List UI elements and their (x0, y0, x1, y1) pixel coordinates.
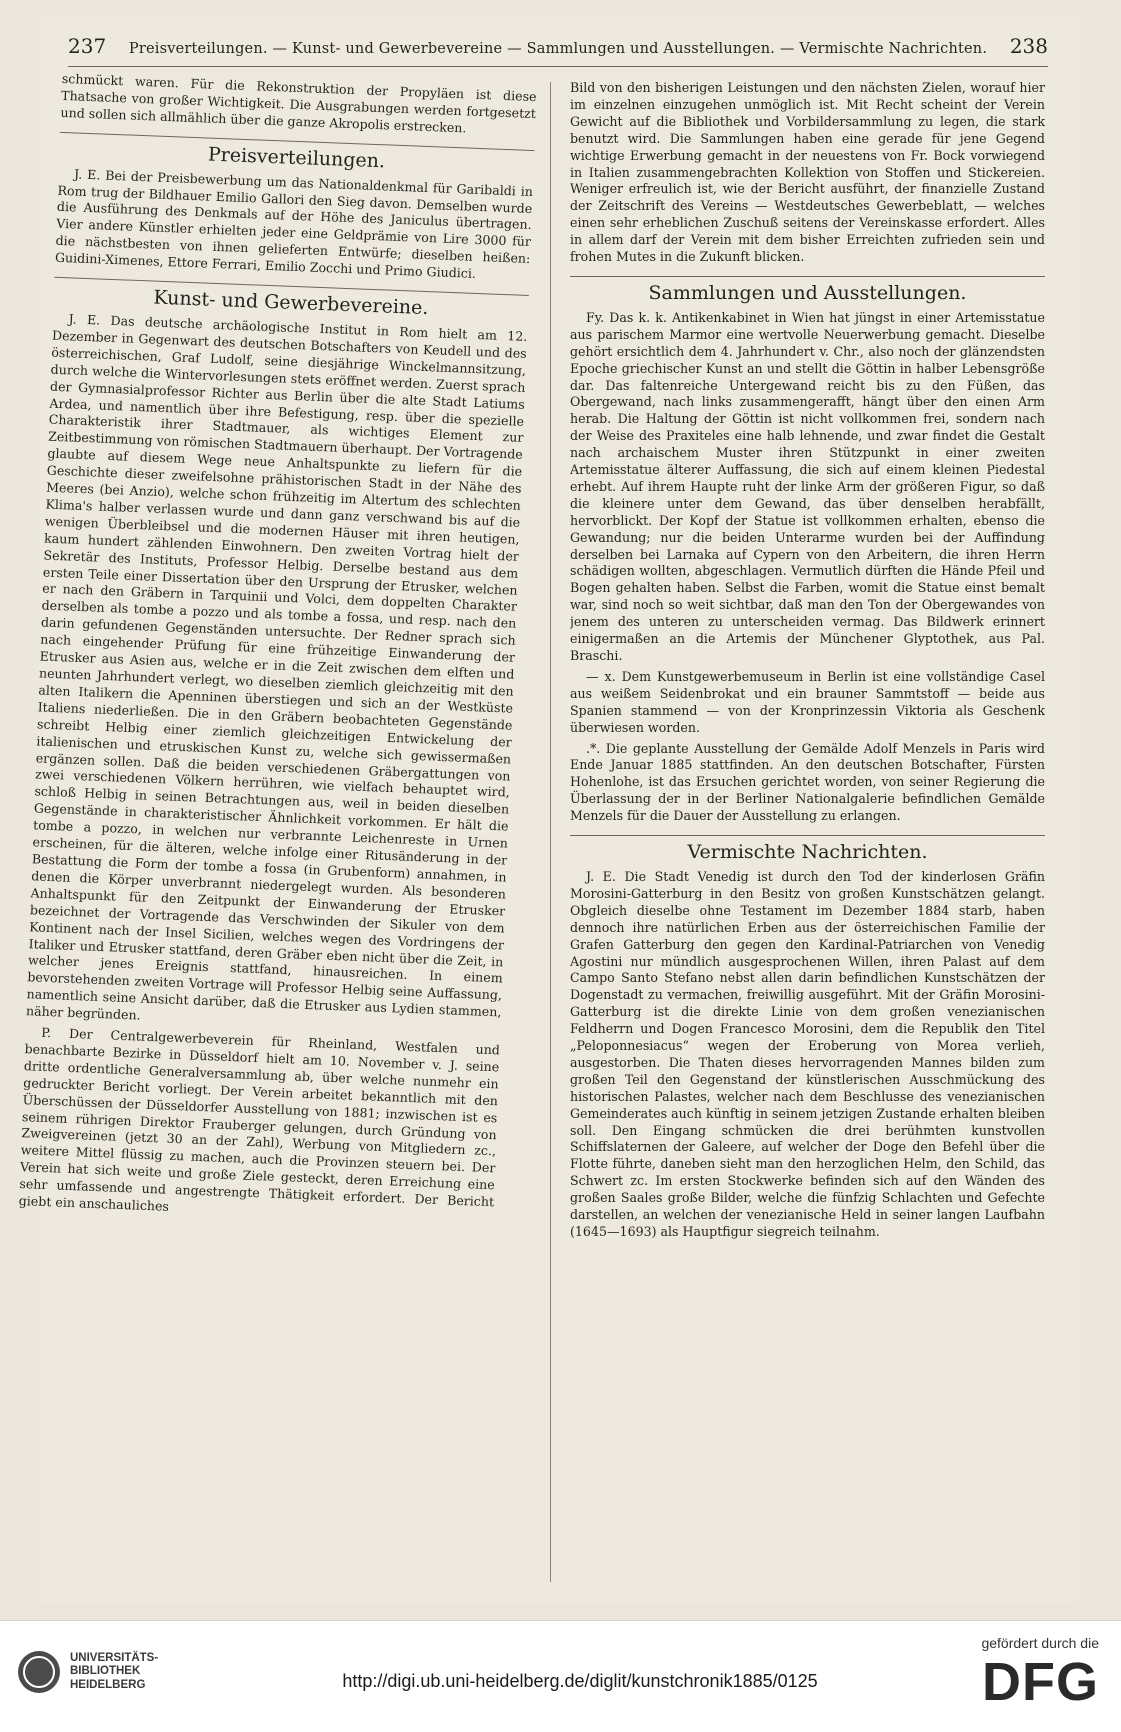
library-line-2: BIBLIOTHEK (70, 1665, 141, 1678)
dfg-logo[interactable] (981, 1635, 1099, 1711)
right-column (570, 80, 1045, 1580)
sammlungen-paragraph-3: .*. Die geplante Ausstellung der Gemälde Adolf Menzels in Paris wird Ende Januar 1885 stattfinden. An den deutschen Botschafter, Fürsten Hohenlohe, ist das Ersuchen gerichtet worden, von seiner Regierung die Überlassung der in der Berliner Nationalgalerie befindlichen Gemälde Menzels für die Dauer der Ausstellung zu erlangen. (570, 740, 1045, 824)
page-number-left: 237 (68, 34, 107, 58)
column-divider (550, 82, 551, 1582)
funding-caption: gefördert durch die (981, 1635, 1099, 1651)
sammlungen-paragraph-2: — x. Dem Kunstgewerbemuseum in Berlin ist eine vollständige Casel aus weißem Seidenbrokat und ein brauner Sammtstoff — beide aus Spanien stammend — von der Kronprinzessin Viktoria als Geschenk überwiesen worden. (570, 668, 1045, 735)
library-line-3: HEIDELBERG (70, 1678, 146, 1691)
dfg-wordmark: DFG (982, 1652, 1099, 1712)
left-column (5, 71, 537, 1588)
sammlungen-paragraph-1: Fy. Das k. k. Antikenkabinet in Wien hat jüngst in einer Artemisstatue aus parischem Marmor eine wertvolle Neuerwerbung gemacht. Dieselbe gehört ersichtlich dem 4. Jahrhundert v. Chr., also noch der glänzendsten Epoche griechischer Kunst an und stellt die Göttin in halber Lebensgröße dar. Das faltenreiche Untergewand reicht bis zu den Füßen, das Obergewand, nach links zusammengerafft, hängt über den einen Arm herab. Die Haltung der Göttin ist nicht vollkommen frei, sondern nach der Weise des Praxiteles eine halb lehnende, und zwar findet die Gestalt nach archaischem Muster ihren Stützpunkt in einer zweiten Artemisstatue älterer Auffassung, die sich auf einem kleinen Piedestal erhebt. Auf ihrem Haupte ruht der linke Arm der größeren Figur, so daß die kleinere unter dem Gewand, das über denselben herabfällt, hervorblickt. Der Kopf der Statue ist vollkommen erhalten, ebenso die Gewandung; nur die beiden Unterarme wurden bei der Auffindung derselben bei Larnaka auf Cypern von den Arbeitern, die ihren Herrn schädigen wollten, abgeschlagen. Vermutlich dürften die Hände Pfeil und Bogen gehalten haben. Selbst die Farben, womit die Statue einst bemalt war, sind noch so weit sichtbar, daß man den Ton der Obergewandes von jenem des unteren zu unterscheiden vermag. Das Bildwerk erinnert einigermaßen an die Artemis der Münchener Glyptothek, aus Pal. Braschi. (570, 309, 1045, 663)
section-heading-preisverteilungen: Preisverteilungen. (59, 132, 535, 176)
page-sheet (18, 18, 1078, 1604)
kunst-paragraph-2: P. Der Centralgewerbeverein für Rheinland, Westfalen und benachbarte Bezirke in Düsseldorf hielt am 10. November v. J. seine dritte ordentliche Generalversammlung ab, über welche nunmehr ein gedruckter Bericht vorliegt. Der Verein arbeitet bekanntlich mit den Überschüssen der Düsseldorfer Ausstellung von 1881; inzwischen ist es seinem rührigen Direktor Frauberger gelungen, durch Gründung von Zweigvereinen (jetzt 30 an der Zahl), Werbung von Mitgliedern zc., weitere Mittel flüssig zu machen, auch die Provinzen steuern bei. Der Verein hat sich weite und große Ziele gesteckt, deren Erreichung eine sehr umfassende und angestrengte Thätigkeit erfordert. Der Bericht giebt ein anschauliches (18, 1024, 501, 1214)
library-logo[interactable] (18, 1651, 158, 1693)
source-url-link[interactable]: http://digi.ub.uni-heidelberg.de/diglit/kunstchronik1885/0125 (342, 1671, 818, 1691)
section-heading-vermischte: Vermischte Nachrichten. (570, 835, 1045, 861)
library-name (70, 1652, 158, 1693)
university-seal-icon (18, 1651, 60, 1693)
kunst-paragraph-1: J. E. Das deutsche archäologische Institut in Rom hielt am 12. Dezember in Gegenwart des deutschen Botschafters von Keudell und des österreichischen, Graf Ludolf, seine diesjährige Winckelmannsitzung, durch welche die Wintervorlesungen stets eröffnet werden. Zuerst sprach der Gymnasialprofessor Richter aus Berlin über die alte Stadt Latiums Ardea, und namentlich über ihre Befestigung, resp. über die spezielle Charakteristik ihrer Stadtmauer, als wichtiges Element zur Zeitbestimmung von römischen Stadtmauern überhaupt. Der Vortragende glaubte auf diesem Wege neue Anhaltspunkte zu liefern für die Geschichte dieser zweifelsohne prähistorischen Stadt in der Nähe des Meeres (bei Anzio), welche schon frühzeitig im Altertum des schlechten Klima's halber verlassen wurde und dann ganz verschwand bis auf die wenigen Überbleibsel und die modernen Häuser mit ihren heutigen, kaum hundert zählenden Einwohnern. Den zweiten Vortrag hielt der Sekretär des Instituts, Professor Helbig. Derselbe bestand aus dem ersten Teile einer Dissertation über den Ursprung der Etrusker, welchen er nach den Gräbern in Tarquinii und Volci, dem doppelten Charakter derselben als tombe a pozzo und als tombe a fossa, und resp. nach den darin gefundenen Gegenständen untersuchte. Der Redner sprach sich nach eingehender Prüfung für eine frühzeitige Einwanderung der Etrusker aus Asien aus, welche er in die Zeit zwischen dem elften und neunten Jahrhundert verlegt, wo dieselben ziemlich gleichzeitig mit den alten Italikern die Apenninen überstiegen und sich an der Westküste Italiens niederließen. Die in den Gräbern beobachteten Gegenstände schreibt Helbig einer ziemlich gleichzeitigen Entwickelung der italienischen und etruskischen Kunst zu, welche sich gewissermaßen ergänzen sollen. Daß die beiden verschiedenen Gräbergattungen von zwei verschiedenen Völkern herrühren, wie vielfach behauptet wird, schloß Helbig in seinen Betrachtungen aus, weil in beiden dieselben Gegenstände in charakteristischer Ähnlichkeit vorkommen. Er hält die tombe a pozzo, in welchen nur verbrannte Leichenreste in Urnen erscheinen, für die älteren, welche infolge einer Ritusänderung in der Bestattung die Form der tombe a fossa (in Grubenform) annahmen, in denen die Körper unverbrannt niedergelegt wurden. Als besonderen Anhaltspunkt für den Zeitpunkt der Einwanderung der Etrusker bezeichnet der Vortragende das Verschwinden der Sikuler von dem Kontinent nach der Insel Sicilien, welches wegen des Vordringens der Italiker und Etrusker stattfand, deren Gräber eben nicht über die Zeit, in welcher jenes Ereignis stattfand, hinausreichen. In einem bevorstehenden zweiten Vortrage will Professor Helbig seine Auffassung, namentlich seine Ansicht darüber, daß die Etrusker aus Lydien stammen, näher begründen. (25, 311, 528, 1023)
section-heading-sammlungen: Sammlungen und Ausstellungen. (570, 276, 1045, 302)
preis-paragraph: J. E. Bei der Preisbewerbung um das Nationaldenkmal für Garibaldi in Rom trug der Bildhauer Emilio Gallori den Sieg davon. Demselben wurde die Ausführung des Denkmals auf der Höhe des Janiculus übertragen. Vier andere Künstler erhielten jeder eine Geldprämie von Lire 3000 für die nächstbesten von ihnen gelieferten Entwürfe; dieselben heißen: Guidini-Ximenes, Ettore Ferrari, Emilio Zocchi und Primo Giudici. (54, 166, 534, 282)
library-line-1: UNIVERSITÄTS- (70, 1651, 159, 1664)
continuation-paragraph: Bild von den bisherigen Leistungen und den nächsten Zielen, worauf hier im einzelnen einzugehen unmöglich ist. Mit Recht scheint der Verein Gewicht auf die Bibliothek und Vorbildersammlung zu legen, die stark benutzt wird. Die Sammlungen haben eine gerade für jene Gegend wichtige Erwerbung gemacht in der neuestens von Fr. Bock vorwiegend in Italien zusammengebrachten Kollektion von Stoffen und Stickereien. Weniger erfreulich ist, wie der Bericht ausführt, der finanzielle Zustand der Zeitschrift des Vereins — Westdeutsches Gewerbeblatt, — welches einen sehr erheblichen Zuschuß seitens der Vereinskasse erfordert. Alles in allem darf der Verein mit dem bisher Erreichten zufrieden sein und frohen Mutes in die Zukunft blicken. (570, 80, 1045, 265)
intro-paragraph: schmückt waren. Für die Rekonstruktion der Propyläen ist diese Thatsache von großer Wichtigkeit. Die Ausgrabungen werden fortgesetzt und sollen sich allmählich über die ganze Akropolis erstrecken. (60, 70, 537, 136)
running-title: Preisverteilungen. — Kunst- und Gewerbevereine — Sammlungen und Ausstellungen. — Vermischte Nachrichten. (128, 41, 988, 57)
running-header (68, 34, 1048, 67)
section-heading-kunst-gewerbevereine: Kunst- und Gewerbevereine. (53, 277, 529, 321)
viewer-footer (0, 1620, 1121, 1732)
page-number-right: 238 (1009, 34, 1048, 58)
vermischte-paragraph-1: J. E. Die Stadt Venedig ist durch den Tod der kinderlosen Gräfin Morosini-Gatterburg in den Besitz von großen Kunstschätzen gelangt. Obgleich dieselbe ohne Testament im Dezember 1884 starb, haben dennoch ihre natürlichen Erben aus der österreichischen Familie der Grafen Gatterburg den gegen den Kardinal-Patriarchen von Venedig Agostini nur mündlich ausgesprochenen Willen, ihren Palast auf dem Campo Santo Stefano nebst allen darin befindlichen Kunstschätzen der Dogenstadt zu vermachen, freiwillig ausgeführt. Mit der Gräfin Morosini-Gatterburg ist die direkte Linie von dem großen venezianischen Feldherrn und Dogen Francesco Morosini, dem die Republik den Titel „Peloponnesiacus“ wegen der Eroberung von Morea verlieh, ausgestorben. Die Thaten dieses hervorragenden Mannes bilden zum großen Teil den Gegenstand der künstlerischen Ausschmückung des historischen Palastes, welcher nach dem Beschlusse des venezianischen Gemeinderates auch künftig in seinem jetzigen Zustande erhalten bleiben soll. Den Eingang schmücken die drei berühmten kunstvollen Schiffslaternen der Galeere, auf welcher der Doge den Befehl über die Flotte führte, daneben sieht man den herzoglichen Helm, den Schild, das Schwert zc. Im ersten Stockwerke befinden sich auf den Wänden des großen Saales große Bilder, welche die fünfzig Schlachten und Gefechte darstellen, an welchen der venezianische Held in seiner langen Laufbahn (1645—1693) als Hauptfigur siegreich teilnahm. (570, 868, 1045, 1239)
